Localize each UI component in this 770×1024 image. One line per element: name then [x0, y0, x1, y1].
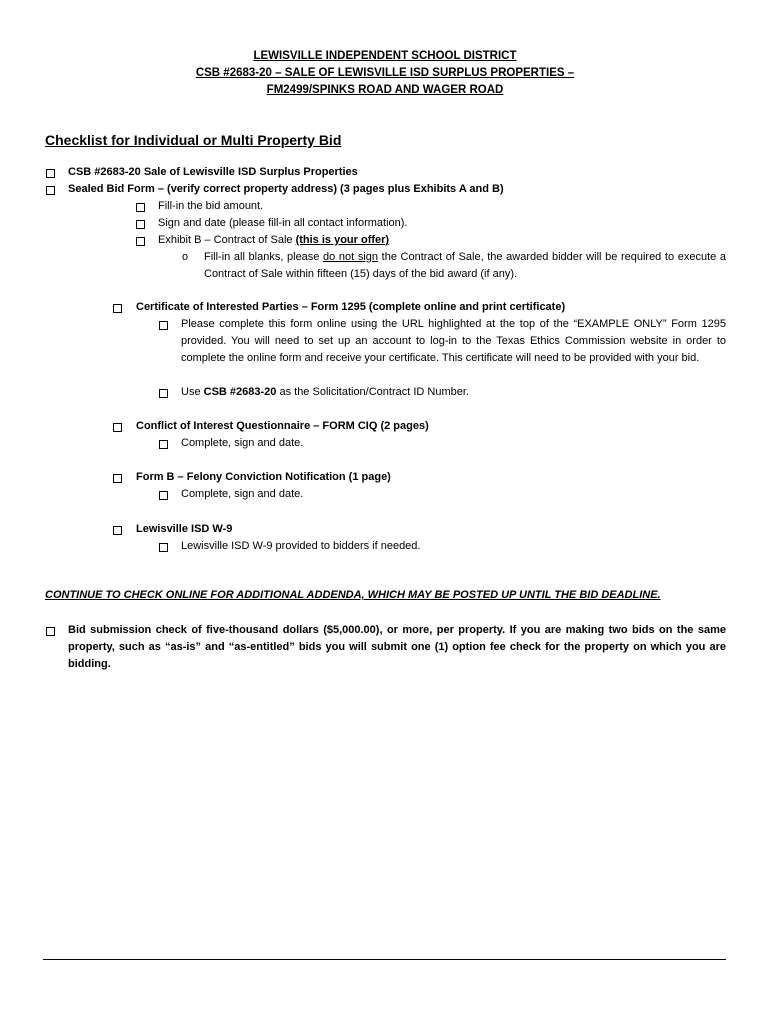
checkbox-ciq-complete[interactable] — [159, 440, 168, 449]
item-sealed-bid: Sealed Bid Form – (verify correct property address) (3 pages plus Exhibits A and B) — [68, 183, 504, 195]
checkbox-sign-date[interactable] — [136, 220, 145, 229]
item-w9-provided: Lewisville ISD W-9 provided to bidders if needed. — [181, 540, 421, 552]
checkbox-form-b[interactable] — [113, 474, 122, 483]
item-bid-check: Bid submission check of five-thousand dollars ($5,000.00), or more, per property. If you are making two bids on the same property, such as “as-is” and “as-entitled” bids you will submit one (1) option fee check for the property on which you are bidding. — [68, 624, 726, 670]
item-cert-online: Please complete this form online using the URL highlighted at the top of the “EXAMPLE ONLY” Form 1295 provided. You will need to set up an account to log-in to the Texas Ethics Commission website in order to complete the online form and receive your certificate. This certificate will need to be provided with your bid. — [181, 318, 726, 364]
item-sign-date: Sign and date (please fill-in all contact information). — [158, 217, 408, 229]
do-not-sign: do not sign — [323, 251, 379, 263]
fill-blanks-text-a: Fill-in all blanks, please — [204, 251, 324, 263]
exhibit-b-offer: (this is your offer) — [295, 234, 390, 246]
checkbox-w9-provided[interactable] — [159, 543, 168, 552]
checkbox-cert-online[interactable] — [159, 321, 168, 330]
item-w9: Lewisville ISD W-9 — [136, 523, 233, 535]
checklist-heading: Checklist for Individual or Multi Property Bid — [45, 132, 342, 148]
use-suffix: as the Solicitation/Contract ID Number. — [276, 386, 469, 398]
checkbox-form-b-complete[interactable] — [159, 491, 168, 500]
item-form-b: Form B – Felony Conviction Notification (1 page) — [136, 471, 391, 483]
district-title: LEWISVILLE INDEPENDENT SCHOOL DISTRICT — [253, 50, 517, 62]
checkbox-exhibit-b[interactable] — [136, 237, 145, 246]
checkbox-certificate[interactable] — [113, 304, 122, 313]
checkbox-cert-use-csb[interactable] — [159, 389, 168, 398]
item-certificate: Certificate of Interested Parties – Form 1295 (complete online and print certificate) — [136, 301, 566, 313]
item-fill-bid: Fill-in the bid amount. — [158, 200, 264, 212]
sub-bullet-o: o — [182, 251, 189, 263]
use-label: Use — [181, 386, 204, 398]
continue-notice: CONTINUE TO CHECK ONLINE FOR ADDITIONAL ADDENDA, WHICH MAY BE POSTED UP UNTIL THE BID DEADLINE. — [45, 589, 661, 601]
item-csb: CSB #2683-20 Sale of Lewisville ISD Surplus Properties — [68, 166, 358, 178]
fill-blanks-text-b: the Contract of Sale, the awarded bidder will be required to execute a Contract of Sale within fifteen (15) days of the bid award (if any). — [204, 251, 726, 280]
use-csb-number: CSB #2683-20 — [203, 386, 277, 398]
item-ciq-complete: Complete, sign and date. — [181, 437, 304, 449]
checkbox-fill-bid[interactable] — [136, 203, 145, 212]
checkbox-sealed-bid[interactable] — [46, 186, 55, 195]
property-title: FM2499/SPINKS ROAD AND WAGER ROAD — [266, 84, 504, 96]
checkbox-ciq[interactable] — [113, 423, 122, 432]
checkbox-w9[interactable] — [113, 526, 122, 535]
checkbox-csb[interactable] — [46, 169, 55, 178]
item-cert-use-csb — [181, 384, 469, 401]
checkbox-bid-check[interactable] — [46, 627, 55, 636]
item-exhibit-b — [158, 232, 389, 249]
footer-rule — [43, 959, 726, 960]
item-form-b-complete: Complete, sign and date. — [181, 488, 304, 500]
item-ciq: Conflict of Interest Questionnaire – FORM CIQ (2 pages) — [136, 420, 429, 432]
solicitation-title: CSB #2683-20 – SALE OF LEWISVILLE ISD SURPLUS PROPERTIES – — [195, 67, 575, 79]
exhibit-b-label: Exhibit B – Contract of Sale — [158, 234, 296, 246]
item-fill-blanks — [204, 249, 726, 283]
